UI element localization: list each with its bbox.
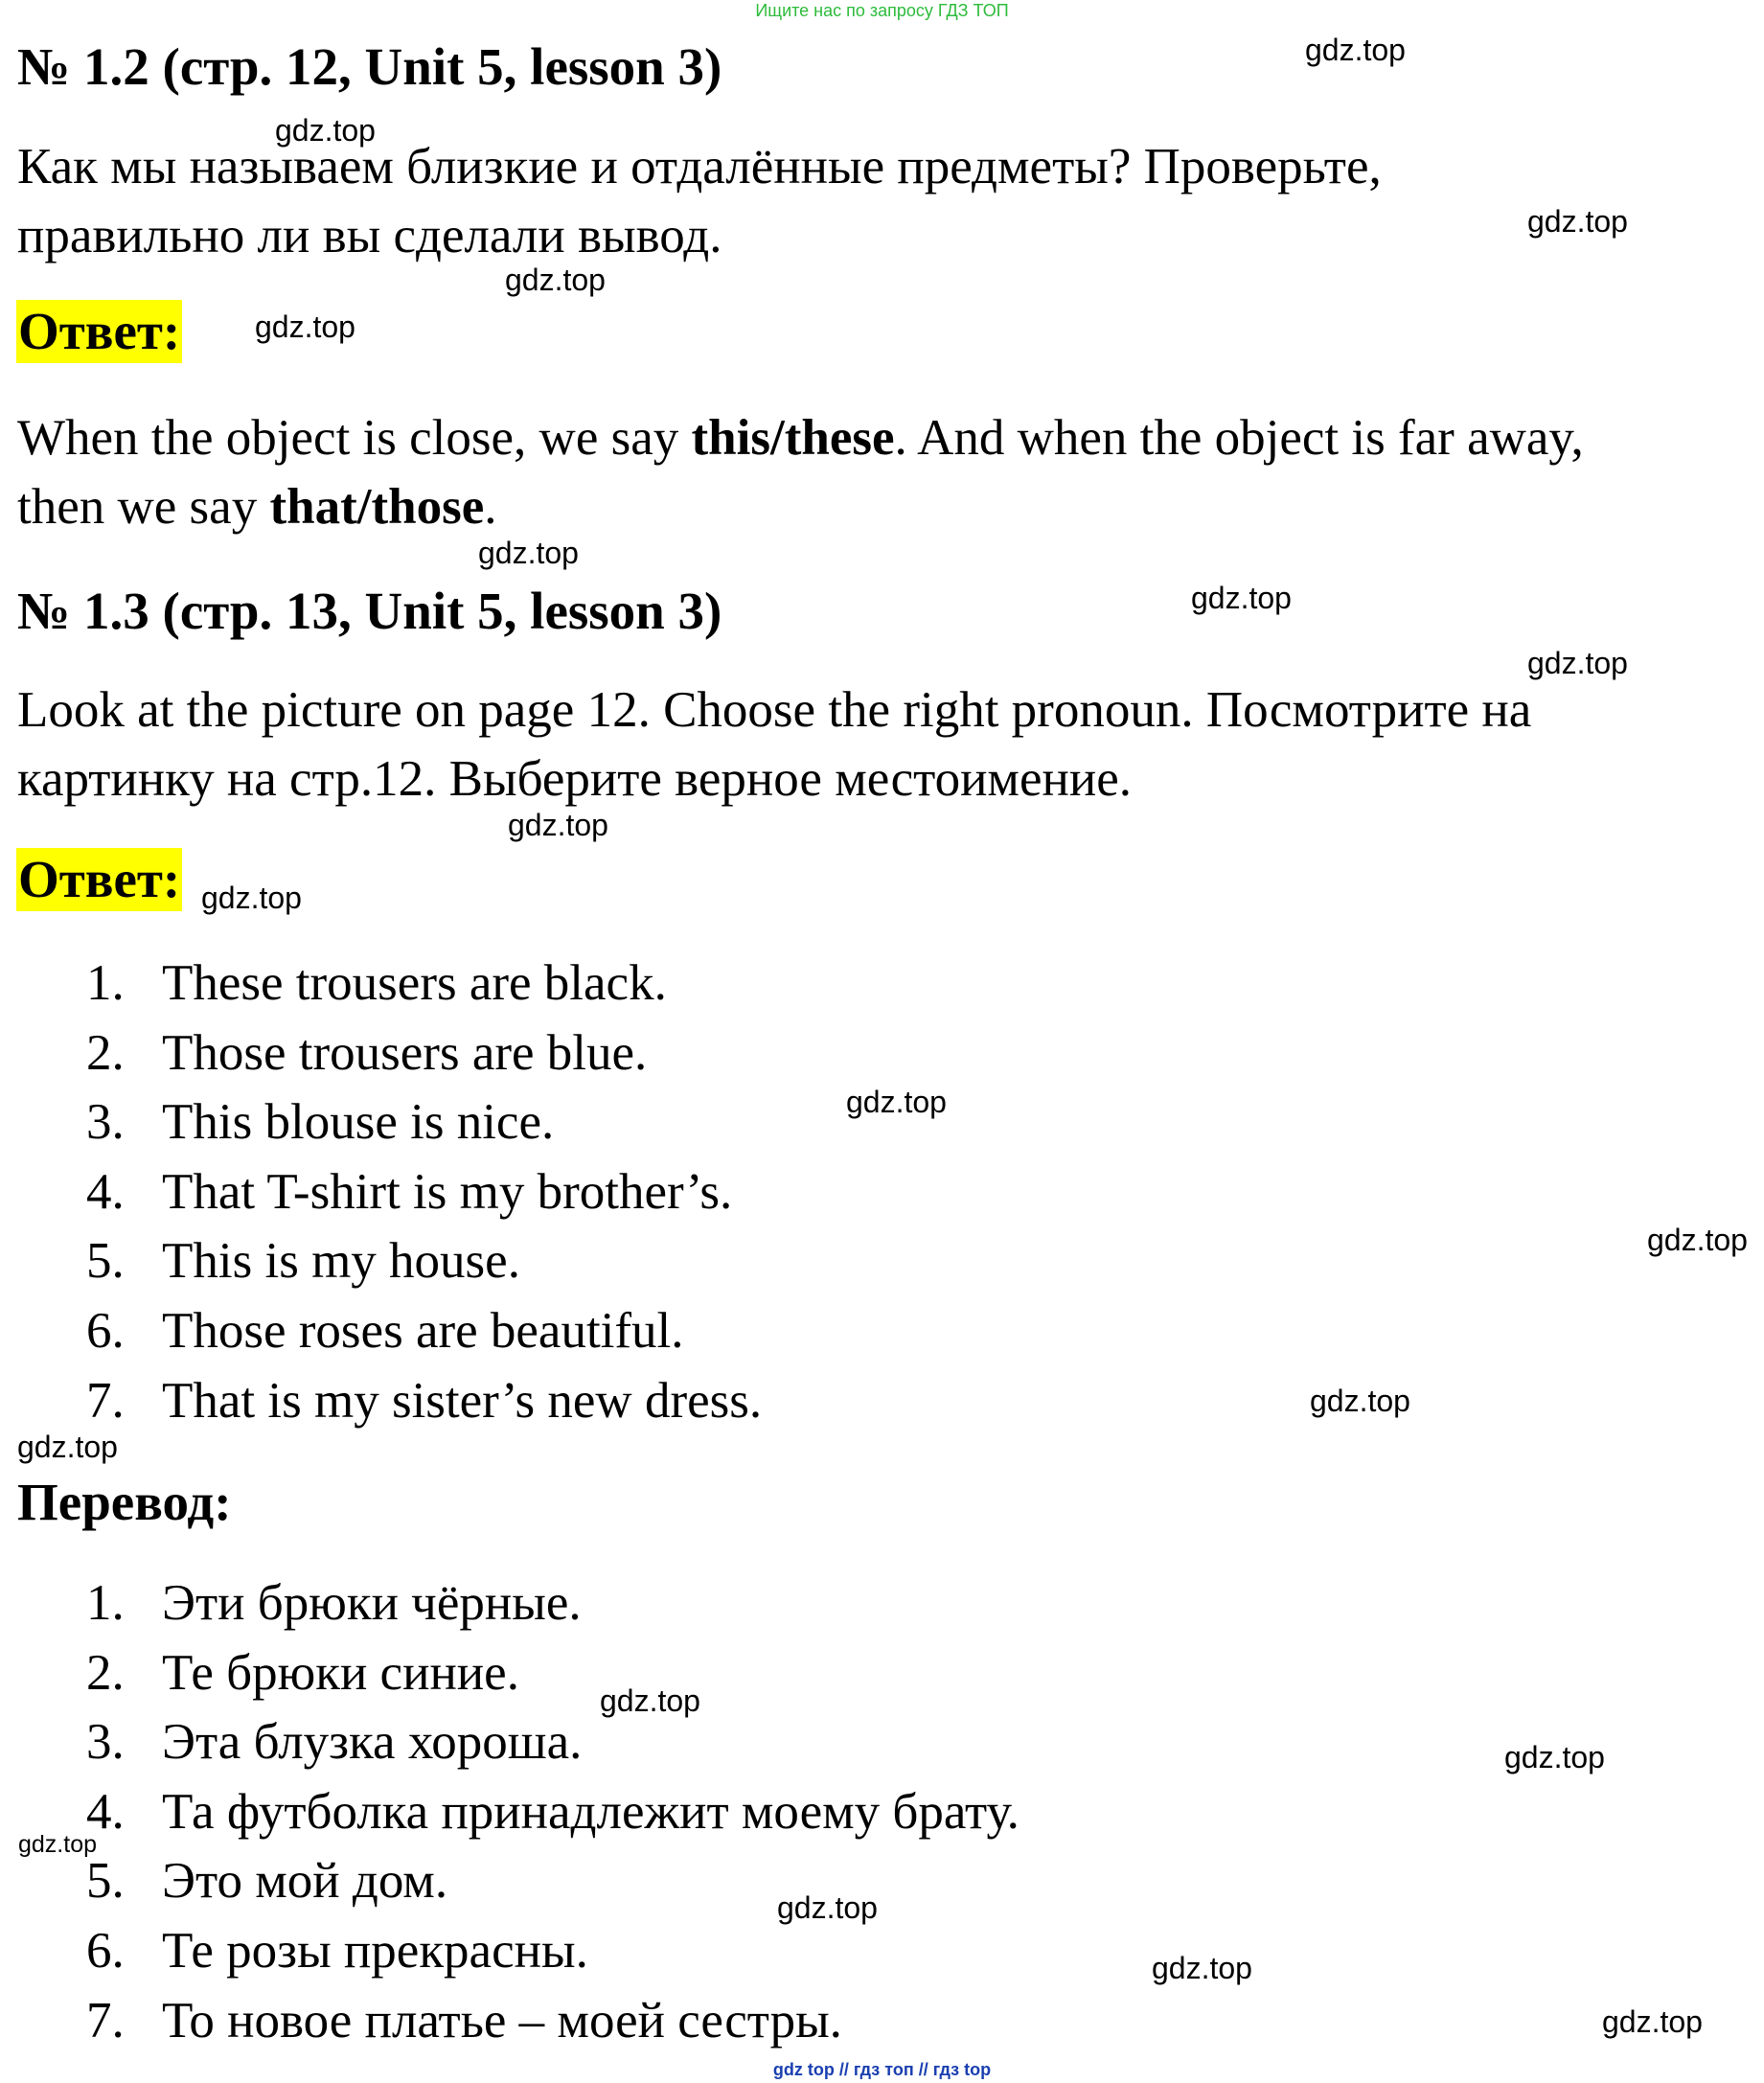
watermark: gdz.top — [275, 113, 376, 148]
list-text: This blouse is nice. — [162, 1094, 555, 1151]
answer-bold-pronouns: that/those — [269, 479, 485, 535]
bottom-banner: gdz top // гдз топ // гдз top — [772, 2060, 992, 2079]
list-item — [86, 1638, 1019, 1708]
list-item — [86, 1019, 762, 1088]
list-number: 1. — [86, 1575, 125, 1631]
task-1-heading: № 1.2 (стр. 12, Unit 5, lesson 3) — [17, 37, 722, 96]
list-number: 5. — [86, 1233, 125, 1290]
watermark: gdz.top — [1527, 204, 1628, 239]
task-1-answer-line-2 — [17, 472, 1584, 541]
list-text: То новое платье – моей сестры. — [162, 1992, 842, 2049]
list-number: 4. — [86, 1783, 125, 1840]
list-item — [86, 1296, 762, 1366]
task-2-question — [17, 675, 1531, 813]
translation-title: Перевод: — [17, 1473, 232, 1531]
task-2-answer-label: Ответ: — [16, 848, 182, 911]
list-text: Those roses are beautiful. — [162, 1302, 684, 1359]
watermark: gdz.top — [18, 1831, 98, 1858]
task-2-question-line-2: картинку на стр.12. Выберите верное местоимение. — [17, 751, 1132, 807]
list-text: Те розы прекрасны. — [162, 1922, 588, 1979]
list-number: 2. — [86, 1024, 125, 1081]
task-1-answer-line-1 — [17, 403, 1584, 472]
watermark: gdz.top — [17, 1430, 118, 1464]
list-text: That T-shirt is my brother’s. — [162, 1163, 733, 1220]
list-item — [86, 1157, 762, 1227]
task-1-answer — [17, 403, 1584, 541]
task-1-question-line-2: правильно ли вы сделали вывод. — [17, 208, 722, 263]
list-text: Those trousers are blue. — [162, 1024, 648, 1081]
watermark: gdz.top — [1305, 33, 1406, 67]
list-number: 3. — [86, 1094, 125, 1151]
list-number: 7. — [86, 1992, 125, 2049]
task-1-question — [17, 132, 1382, 270]
list-number: 5. — [86, 1853, 125, 1910]
list-text: Это мой дом. — [162, 1853, 448, 1910]
list-number: 2. — [86, 1644, 125, 1701]
watermark: gdz.top — [600, 1683, 700, 1718]
watermark: gdz.top — [505, 263, 606, 297]
watermark: gdz.top — [1647, 1223, 1748, 1257]
watermark: gdz.top — [777, 1890, 878, 1925]
list-text: Те брюки синие. — [162, 1644, 519, 1701]
list-item — [86, 1366, 762, 1436]
translations-list — [86, 1568, 1019, 2055]
watermark: gdz.top — [1504, 1740, 1605, 1774]
list-number: 6. — [86, 1922, 125, 1979]
answer-text: then we say — [17, 479, 270, 535]
answers-list — [86, 949, 762, 1435]
watermark: gdz.top — [1310, 1384, 1410, 1418]
list-text: This is my house. — [162, 1233, 520, 1290]
list-number: 3. — [86, 1714, 125, 1771]
list-item — [86, 949, 762, 1019]
answer-text: . — [484, 479, 497, 535]
watermark: gdz.top — [1191, 581, 1292, 615]
list-item — [86, 1846, 1019, 1916]
list-item — [86, 1777, 1019, 1847]
top-banner: Ищите нас по запросу ГДЗ ТОП — [755, 1, 1009, 20]
watermark: gdz.top — [846, 1085, 947, 1119]
list-item — [86, 1568, 1019, 1638]
list-number: 4. — [86, 1163, 125, 1220]
list-number: 6. — [86, 1302, 125, 1359]
watermark: gdz.top — [201, 881, 302, 915]
list-text: Эта блузка хороша. — [162, 1714, 583, 1771]
list-item — [86, 1916, 1019, 1986]
answer-text: When the object is close, we say — [17, 410, 692, 466]
watermark: gdz.top — [478, 536, 579, 570]
task-1-answer-label: Ответ: — [16, 300, 182, 363]
list-item — [86, 1087, 762, 1157]
list-text: These trousers are black. — [162, 955, 667, 1011]
list-number: 7. — [86, 1372, 125, 1429]
list-text: That is my sister’s new dress. — [162, 1372, 763, 1429]
list-item — [86, 1226, 762, 1296]
watermark: gdz.top — [1527, 646, 1628, 680]
list-item — [86, 1707, 1019, 1777]
task-2-question-line-1: Look at the picture on page 12. Choose the right pronoun. Посмотрите на — [17, 682, 1532, 738]
list-text: Эти брюки чёрные. — [162, 1575, 582, 1631]
task-1-question-line-1: Как мы называем близкие и отдалённые предметы? Проверьте, — [17, 139, 1382, 195]
list-item — [86, 1986, 1019, 2056]
answer-bold-pronouns: this/these — [691, 410, 895, 466]
answer-text: . And when the object is far away, — [894, 410, 1584, 466]
list-number: 1. — [86, 955, 125, 1011]
watermark: gdz.top — [508, 808, 608, 842]
task-2-heading: № 1.3 (стр. 13, Unit 5, lesson 3) — [17, 582, 722, 640]
watermark: gdz.top — [255, 309, 355, 344]
watermark: gdz.top — [1602, 2004, 1703, 2039]
watermark: gdz.top — [1152, 1951, 1252, 1985]
list-text: Та футболка принадлежит моему брату. — [162, 1783, 1019, 1840]
